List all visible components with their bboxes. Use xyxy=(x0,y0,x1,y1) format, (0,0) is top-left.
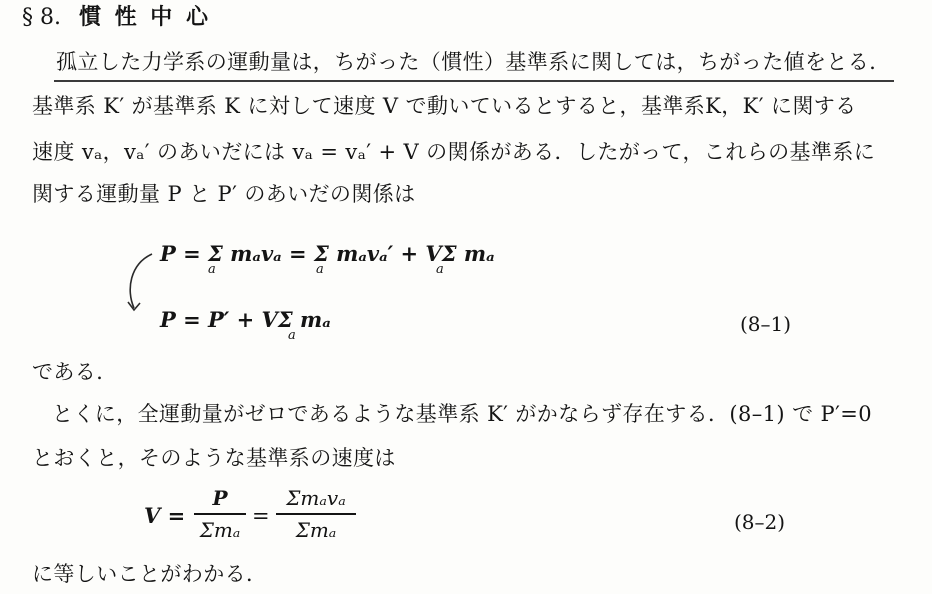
section-heading xyxy=(22,4,211,32)
equals-sign: = xyxy=(252,504,270,528)
sum-index-1: a xyxy=(208,262,216,277)
fraction-2-denominator: Σmₐ xyxy=(295,517,337,542)
paragraph-1-line-1: 孤立した力学系の運動量は，ちがった（慣性）基準系に関しては，ちがった値をとる． xyxy=(56,50,891,74)
equation-2-lhs-symbol: V xyxy=(144,503,161,528)
equation-1-line-1: P = Σ mₐvₐ = Σ mₐvₐ′ + VΣ mₐ xyxy=(160,241,495,266)
paragraph-3-line-1: とくに，全運動量がゼロであるような基準系 K′ がかならず存在する．(8–1) で P′=0 xyxy=(52,402,873,426)
paragraph-2-line-1: である． xyxy=(32,360,118,384)
fraction-1-numerator: P xyxy=(212,486,228,510)
fraction-1-denominator: Σmₐ xyxy=(199,517,241,542)
section-title: 慣 性 中 心 xyxy=(78,5,211,30)
fraction-2 xyxy=(276,486,356,542)
curved-arrow-icon xyxy=(122,250,162,320)
fraction-2-numerator: Σmₐvₐ xyxy=(286,486,346,510)
fraction-1-bar xyxy=(194,513,246,515)
underline-rule xyxy=(54,80,894,82)
equation-1-line-2: P = P′ + VΣ mₐ xyxy=(160,307,331,332)
paragraph-1-line-4: 関する運動量 P と P′ のあいだの関係は xyxy=(32,182,416,206)
section-number: § 8. xyxy=(22,5,61,30)
equation-number-8-1: (8–1) xyxy=(740,312,792,336)
paragraph-3-line-2: とおくと，そのような基準系の速度は xyxy=(32,446,396,470)
paragraph-4-line-1: に等しいことがわかる． xyxy=(32,562,268,586)
sum-index-2: a xyxy=(316,262,324,277)
equation-2-lhs: V = xyxy=(144,503,186,528)
paragraph-1-line-2: 基準系 K′ が基準系 K に対して速度 V で動いているとすると，基準系K，K′ に関する xyxy=(32,94,857,118)
equation-number-8-2: (8–2) xyxy=(734,510,786,534)
sum-index-4: a xyxy=(288,328,296,343)
fraction-1 xyxy=(194,486,246,542)
fraction-2-bar xyxy=(276,513,356,515)
sum-index-3: a xyxy=(436,262,444,277)
paragraph-1-line-3: 速度 vₐ，vₐ′ のあいだには vₐ = vₐ′ + V の関係がある．したがって，これらの基準系に xyxy=(32,140,876,164)
